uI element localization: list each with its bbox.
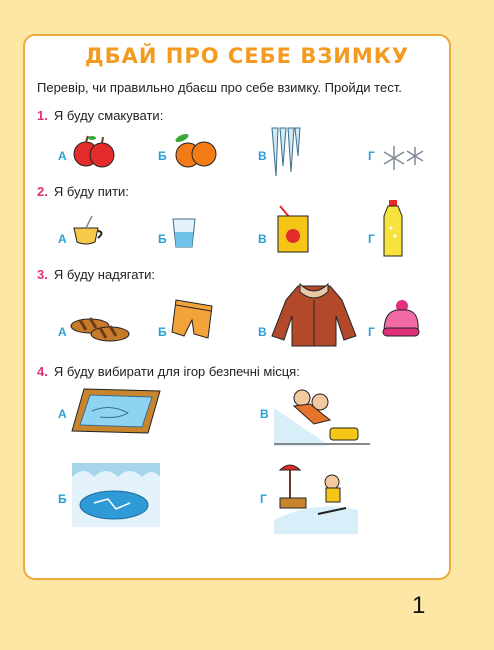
question-2-number: 2.: [37, 184, 48, 199]
question-1: [37, 108, 163, 123]
winter-hat-icon[interactable]: [380, 298, 422, 340]
page-number: 1: [412, 592, 426, 619]
q4-option-b-label: Б: [58, 492, 67, 506]
question-1-number: 1.: [37, 108, 48, 123]
sandals-icon[interactable]: [70, 304, 132, 344]
q3-option-g-label: Г: [368, 325, 375, 339]
q2-option-b-label: Б: [158, 232, 167, 246]
q4-option-g-label: Г: [260, 492, 267, 506]
question-3-number: 3.: [37, 267, 48, 282]
question-4-number: 4.: [37, 364, 48, 379]
winter-jacket-icon[interactable]: [270, 280, 358, 348]
question-4-text: Я буду вибирати для ігор безпечні місця:: [53, 364, 300, 379]
question-2-text: Я буду пити:: [53, 184, 129, 199]
question-4: [37, 364, 300, 379]
intro-text: Перевір, чи правильно дбаєш про себе взимку. Пройди тест.: [37, 80, 402, 95]
question-3: [37, 267, 155, 282]
q2-option-v-label: В: [258, 232, 267, 246]
juice-box-icon[interactable]: [274, 204, 314, 254]
q4-option-v-label: В: [260, 407, 269, 421]
icicles-icon[interactable]: [270, 126, 302, 178]
water-glass-icon[interactable]: [170, 216, 198, 250]
q1-option-v-label: В: [258, 149, 267, 163]
page-title: ДБАЙ ПРО СЕБЕ ВЗИМКУ: [84, 44, 410, 68]
q2-option-g-label: Г: [368, 232, 375, 246]
apples-icon[interactable]: [70, 132, 118, 170]
q3-option-b-label: Б: [158, 325, 167, 339]
q1-option-g-label: Г: [368, 149, 375, 163]
q1-option-b-label: Б: [158, 149, 167, 163]
sledding-playground-icon[interactable]: [274, 460, 358, 534]
oranges-icon[interactable]: [170, 132, 220, 170]
q1-option-a-label: А: [58, 149, 67, 163]
question-1-text: Я буду смакувати:: [53, 108, 164, 123]
tea-cup-icon[interactable]: [70, 212, 106, 248]
q3-option-v-label: В: [258, 325, 267, 339]
question-2: [37, 184, 129, 199]
q4-option-a-label: А: [58, 407, 67, 421]
sledding-near-road-icon[interactable]: [274, 380, 370, 448]
shorts-icon[interactable]: [168, 296, 218, 346]
soda-bottle-icon[interactable]: [380, 198, 406, 260]
q2-option-a-label: А: [58, 232, 67, 246]
snowflakes-icon[interactable]: [382, 143, 428, 173]
q3-option-a-label: А: [58, 325, 67, 339]
cracked-ice-icon[interactable]: [72, 463, 160, 527]
frozen-pond-icon[interactable]: [70, 385, 162, 437]
question-3-text: Я буду надягати:: [53, 267, 156, 282]
